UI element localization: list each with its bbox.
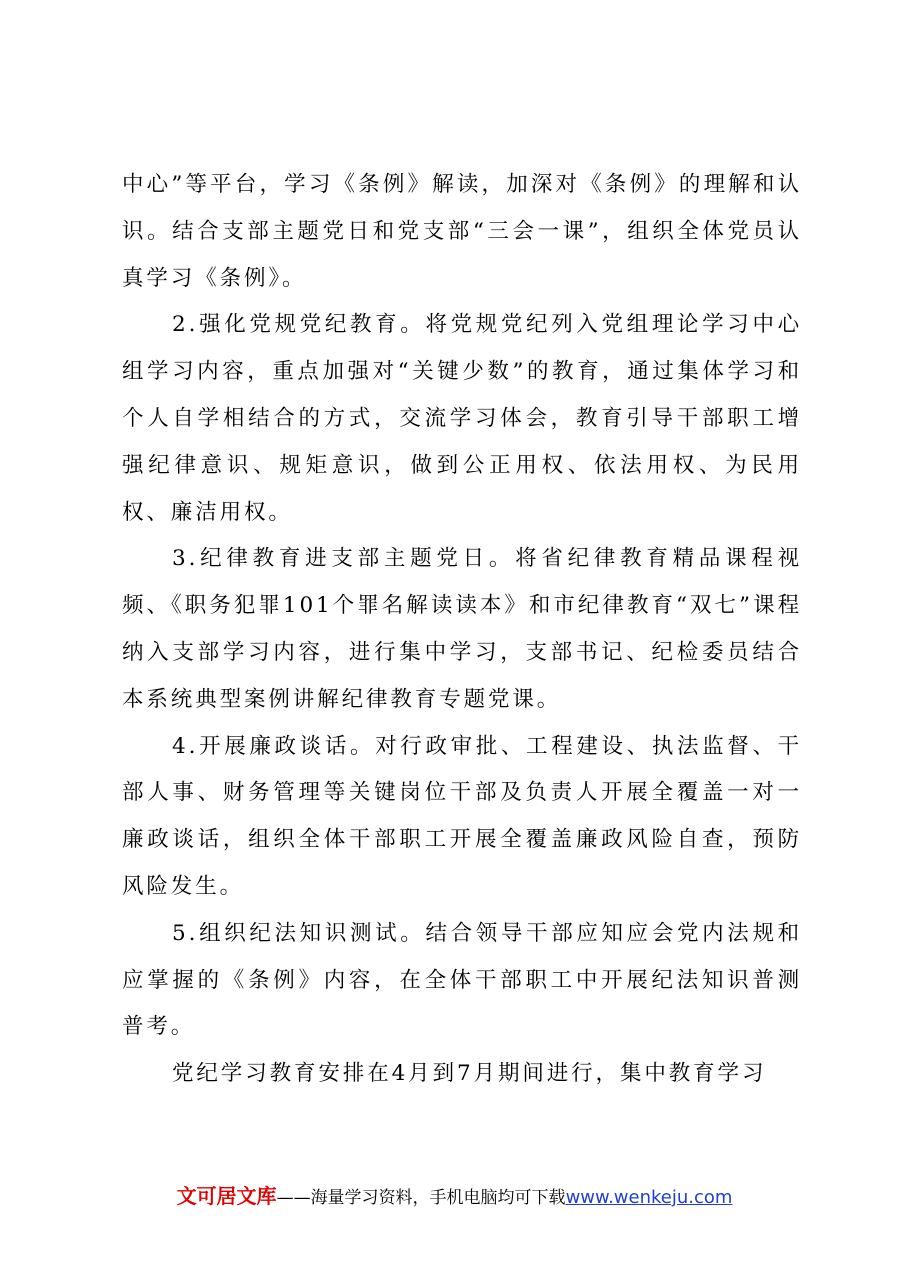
footer-brand: 文可居文库 — [176, 1184, 277, 1208]
footer-url-link[interactable]: www.wenkeju.com — [565, 1187, 733, 1208]
paragraph-1: 中心”等平台，学习《条例》解读，加深对《条例》的理解和认识。结合支部主题党日和党支部“三会一课”，组织全体党员认真学习《条例》。 — [122, 172, 802, 291]
footer-slogan: 海量学习资料，手机电脑均可下载 — [310, 1188, 566, 1208]
footer-dash: —— — [276, 1188, 311, 1208]
paragraph-4: 4.开展廉政谈话。对行政审批、工程建设、执法监督、干部人事、财务管理等关键岗位干部及负责人开展全覆盖一对一廉政谈话，组织全体干部职工开展全覆盖廉政风险自查，预防风险发生。 — [122, 733, 802, 899]
paragraph-2: 2.强化党规党纪教育。将党规党纪列入党组理论学习中心组学习内容，重点加强对“关键少数”的教育，通过集体学习和个人自学相结合的方式，交流学习体会，教育引导干部职工增强纪律意识、规矩意识，做到公正用权、依法用权、为民用权、廉洁用权。 — [122, 312, 802, 525]
paragraph-5: 5.组织纪法知识测试。结合领导干部应知应会党内法规和应掌握的《条例》内容，在全体干部职工中开展纪法知识普测普考。 — [122, 920, 802, 1040]
document-body — [122, 162, 802, 1098]
paragraph-3: 3.纪律教育进支部主题党日。将省纪律教育精品课程视频、《职务犯罪101个罪名解读读本》和市纪律教育“双七”课程纳入支部学习内容，进行集中学习，支部书记、纪检委员结合本系统典型案例讲解纪律教育专题党课。 — [122, 546, 802, 712]
paragraph-6: 党纪学习教育安排在4月到7月期间进行，集中教育学习 — [172, 1061, 767, 1087]
footer-banner — [0, 1182, 909, 1212]
